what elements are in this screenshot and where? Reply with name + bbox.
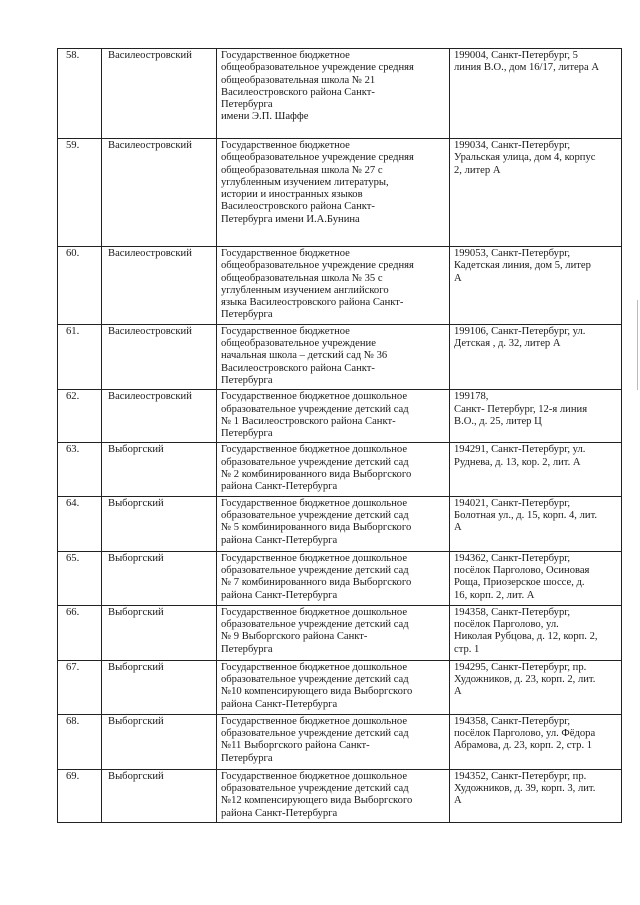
address-cell: 199034, Санкт-Петербург, Уральская улица, дом 4, корпус 2, литер А: [450, 139, 622, 247]
row-number: 65.: [58, 551, 102, 605]
scan-edge-mark: [637, 300, 638, 390]
institution-name-cell: Государственное бюджетное общеобразовательное учреждение средняя общеобразовательная школа № 35 с углубленным изучением английского языка Василеостровского района Санкт- Петербурга: [217, 247, 450, 325]
district-cell: Василеостровский: [102, 324, 217, 389]
row-number: 66.: [58, 605, 102, 660]
table-row: [58, 139, 622, 247]
address-cell: 194352, Санкт-Петербург, пр. Художников, д. 39, корп. 3, лит. А: [450, 769, 622, 822]
address-cell: 199106, Санкт-Петербург, ул. Детская , д. 32, литер А: [450, 324, 622, 389]
address-cell: 194291, Санкт-Петербург, ул. Руднева, д. 13, кор. 2, лит. А: [450, 443, 622, 496]
row-number: 64.: [58, 496, 102, 551]
row-number: 68.: [58, 714, 102, 769]
institution-name-cell: Государственное бюджетное общеобразовательное учреждение средняя общеобразовательная школа № 21 Василеостровского района Санкт- Петербурга имени Э.П. Шаффе: [217, 49, 450, 139]
district-cell: Выборгский: [102, 660, 217, 714]
institution-name-cell: Государственное бюджетное дошкольное образовательное учреждение детский сад № 1 Василеостровского района Санкт- Петербурга: [217, 390, 450, 443]
district-cell: Василеостровский: [102, 49, 217, 139]
table-row: [58, 769, 622, 822]
address-cell: 194358, Санкт-Петербург, посёлок Парголово, ул. Фёдора Абрамова, д. 23, корп. 2, стр. 1: [450, 714, 622, 769]
address-cell: 194295, Санкт-Петербург, пр. Художников, д. 23, корп. 2, лит. А: [450, 660, 622, 714]
district-cell: Василеостровский: [102, 139, 217, 247]
table-row: [58, 49, 622, 139]
address-cell: 194021, Санкт-Петербург, Болотная ул., д. 15, корп. 4, лит. А: [450, 496, 622, 551]
row-number: 60.: [58, 247, 102, 325]
table-row: [58, 551, 622, 605]
institution-name-cell: Государственное бюджетное дошкольное образовательное учреждение детский сад № 5 комбинированного вида Выборгского района Санкт-Петербурга: [217, 496, 450, 551]
row-number: 58.: [58, 49, 102, 139]
address-cell: 199004, Санкт-Петербург, 5 линия В.О., дом 16/17, литера А: [450, 49, 622, 139]
institution-name-cell: Государственное бюджетное дошкольное образовательное учреждение детский сад № 9 Выборгского района Санкт- Петербурга: [217, 605, 450, 660]
institution-name-cell: Государственное бюджетное общеобразовательное учреждение средняя общеобразовательная школа № 27 с углубленным изучением литературы, истории и иностранных языков Василеостровского района Санкт- Петербурга имени И.А.Бунина: [217, 139, 450, 247]
address-cell: 199178, Санкт- Петербург, 12-я линия В.О., д. 25, литер Ц: [450, 390, 622, 443]
row-number: 63.: [58, 443, 102, 496]
district-cell: Выборгский: [102, 605, 217, 660]
table-row: [58, 660, 622, 714]
district-cell: Василеостровский: [102, 390, 217, 443]
table-row: [58, 247, 622, 325]
institutions-table: [57, 48, 622, 823]
institution-name-cell: Государственное бюджетное общеобразовательное учреждение начальная школа – детский сад № 36 Василеостровского района Санкт- Петербурга: [217, 324, 450, 389]
address-cell: 194362, Санкт-Петербург, посёлок Парголово, Осиновая Роща, Приозерское шоссе, д. 16, корп. 2, лит. А: [450, 551, 622, 605]
institution-name-cell: Государственное бюджетное дошкольное образовательное учреждение детский сад № 2 комбинированного вида Выборгского района Санкт-Петербурга: [217, 443, 450, 496]
table-row: [58, 324, 622, 389]
institution-name-cell: Государственное бюджетное дошкольное образовательное учреждение детский сад №10 компенсирующего вида Выборгского района Санкт-Петербурга: [217, 660, 450, 714]
table-row: [58, 390, 622, 443]
table-body: [58, 49, 622, 823]
institution-name-cell: Государственное бюджетное дошкольное образовательное учреждение детский сад № 7 комбинированного вида Выборгского района Санкт-Петербурга: [217, 551, 450, 605]
district-cell: Выборгский: [102, 714, 217, 769]
district-cell: Выборгский: [102, 496, 217, 551]
table-row: [58, 496, 622, 551]
district-cell: Выборгский: [102, 443, 217, 496]
institution-name-cell: Государственное бюджетное дошкольное образовательное учреждение детский сад №11 Выборгского района Санкт- Петербурга: [217, 714, 450, 769]
row-number: 61.: [58, 324, 102, 389]
row-number: 62.: [58, 390, 102, 443]
row-number: 59.: [58, 139, 102, 247]
address-cell: 194358, Санкт-Петербург, посёлок Парголово, ул. Николая Рубцова, д. 12, корп. 2, стр. 1: [450, 605, 622, 660]
row-number: 69.: [58, 769, 102, 822]
table-row: [58, 714, 622, 769]
row-number: 67.: [58, 660, 102, 714]
district-cell: Выборгский: [102, 551, 217, 605]
district-cell: Выборгский: [102, 769, 217, 822]
table-row: [58, 443, 622, 496]
institution-name-cell: Государственное бюджетное дошкольное образовательное учреждение детский сад №12 компенсирующего вида Выборгского района Санкт-Петербурга: [217, 769, 450, 822]
district-cell: Василеостровский: [102, 247, 217, 325]
table-row: [58, 605, 622, 660]
address-cell: 199053, Санкт-Петербург, Кадетская линия, дом 5, литер А: [450, 247, 622, 325]
